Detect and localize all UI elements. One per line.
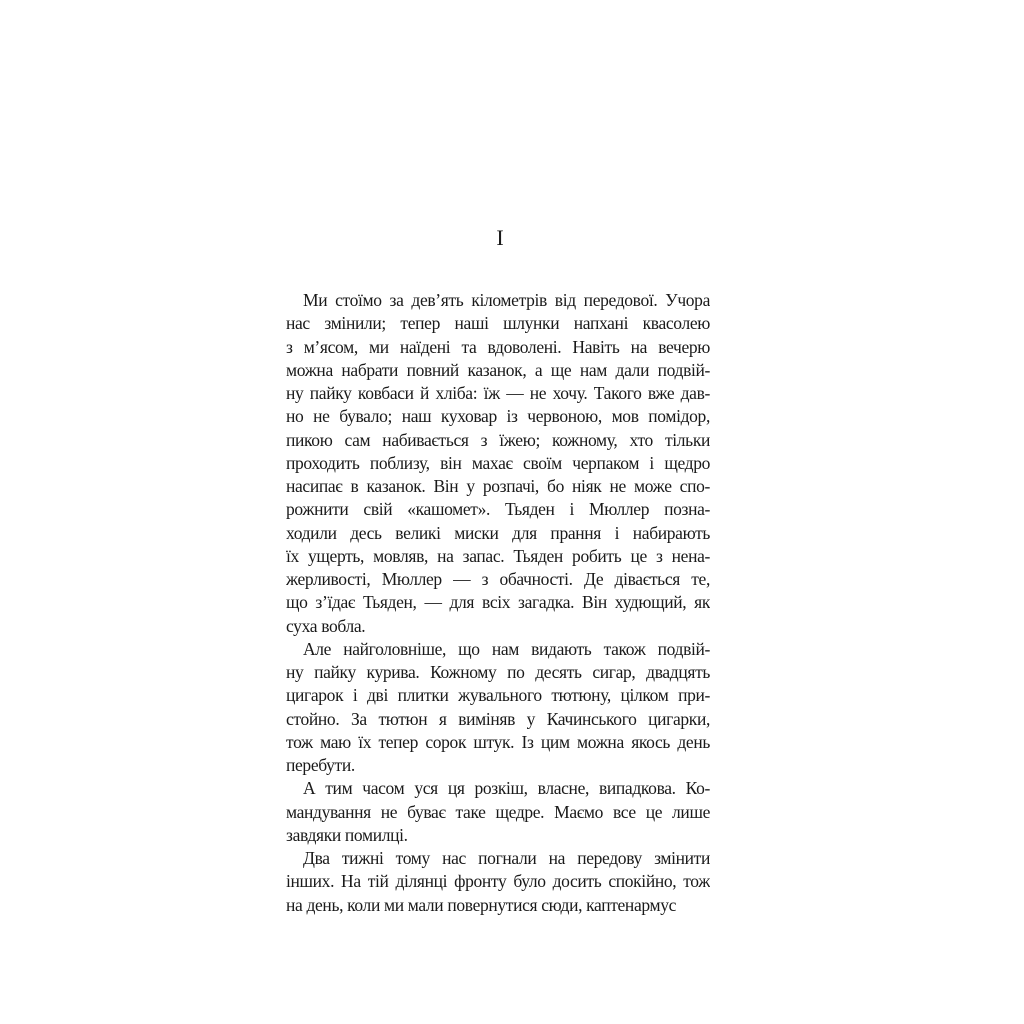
text-line: но не бувало; наш куховар із червоною, мов помідор, [286,406,710,427]
text-line: нас змінили; тепер наші шлунки напхані квасолею [286,313,710,334]
text-line: стойно. За тютюн я виміняв у Качинського цигарки, [286,708,710,729]
text-line: можна набрати повний казанок, а ще нам дали подвій- [286,359,710,380]
text-line: завдяки помилці. [286,824,408,845]
text-line: пикою сам набивається з їжею; кожному, хто тільки [286,429,710,450]
text-line: насипає в казанок. Він у розпачі, бо ніяк не може спо- [286,476,710,496]
text-line: на день, коли ми мали повернутися сюди, каптенармус [286,894,677,915]
text-line: Ми стоїмо за дев’ять кілометрів від передової. Учора [303,290,710,310]
chapter-number: I [496,225,504,250]
text-line: їх ущерть, мовляв, на запас. Тьяден робить це з нена- [286,545,710,566]
text-line: проходить поблизу, він махає своїм черпаком і щедро [286,452,710,473]
text-line: рожнити свій «кашомет». Тьяден і Мюллер позна- [286,499,710,520]
text-line: ну пайку ковбаси й хліба: їж — не хочу. Такого вже дав- [286,383,710,403]
body-text [286,289,710,917]
text-line: Але найголовніше, що нам видають також подвій- [303,638,710,659]
text-line: тож маю їх тепер сорок штук. Із цим можна якось день [286,731,710,752]
text-line: суха вобла. [286,615,366,636]
text-line: інших. На тій ділянці фронту було досить спокійно, тож [286,871,710,892]
text-line: А тим часом уся ця розкіш, власне, випадкова. Ко- [303,778,710,799]
text-line: мандування не буває таке щедре. Маємо все це лише [286,801,710,822]
text-line: перебути. [286,755,355,775]
text-line: Два тижні тому нас погнали на передову змінити [303,848,710,868]
text-line: з м’ясом, ми наїдені та вдоволені. Навіть на вечерю [286,336,710,357]
text-line: ну пайку курива. Кожному по десять сигар, двадцять [286,662,710,682]
text-line: цигарок і дві плитки жувального тютюну, цілком при- [286,685,710,706]
text-line: що з’їдає Тьяден, — для всіх загадка. Він худющий, як [286,592,710,613]
text-line: ходили десь великі миски для прання і набирають [286,522,710,543]
text-line: жерливості, Мюллер — з обачності. Де дівається те, [286,569,710,589]
